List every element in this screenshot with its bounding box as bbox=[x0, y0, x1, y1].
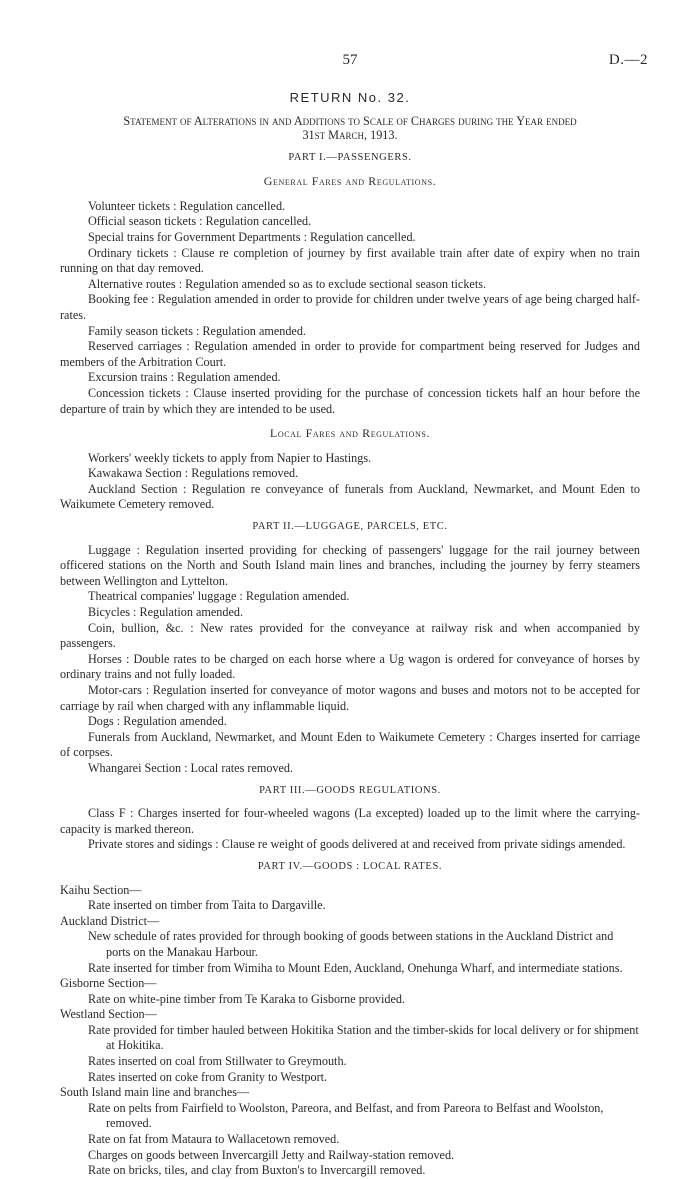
paragraph: Reserved carriages : Regulation amended in order to provide for compartment being reserved for Judges and members of the Arbitration Court. bbox=[60, 339, 640, 369]
document-reference: D.—2 bbox=[608, 52, 648, 68]
paragraph: Family season tickets : Regulation amended. bbox=[88, 323, 306, 338]
return-title: RETURN No. 32. bbox=[289, 90, 411, 105]
section-heading: South Island main line and branches— bbox=[60, 1085, 250, 1100]
statement-line: 31st March, 1913. bbox=[302, 127, 398, 142]
part-2-title: PART II.—LUGGAGE, PARCELS, ETC. bbox=[252, 521, 448, 533]
list-item: Rate inserted for timber from Wimiha to Mount Eden, Auckland, Onehunga Wharf, and intermediate stations. bbox=[88, 960, 623, 975]
paragraph: Bicycles : Regulation amended. bbox=[88, 605, 244, 620]
statement-heading bbox=[60, 114, 640, 142]
general-fares-heading: General Fares and Regulations. bbox=[263, 174, 437, 189]
page-number: 57 bbox=[342, 52, 358, 68]
paragraph: Class F : Charges inserted for four-wheeled wagons (La excepted) loaded up to the limit where the carrying-capacity is marked thereon. bbox=[60, 806, 640, 836]
paragraph: Private stores and sidings : Clause re weight of goods delivered at and received from private sidings amended. bbox=[88, 837, 626, 852]
section-heading: Kaihu Section— bbox=[60, 882, 142, 897]
list-item: Rates inserted on coke from Granity to Westport. bbox=[88, 1069, 328, 1084]
list-item: Rate on fat from Mataura to Wallacetown removed. bbox=[88, 1132, 340, 1147]
paragraph: Special trains for Government Departments : Regulation cancelled. bbox=[88, 229, 416, 244]
paragraph: Official season tickets : Regulation cancelled. bbox=[88, 214, 312, 229]
paragraph: Theatrical companies' luggage : Regulation amended. bbox=[88, 589, 350, 604]
paragraph: Workers' weekly tickets to apply from Napier to Hastings. bbox=[88, 450, 372, 465]
part-3-title: PART III.—GOODS REGULATIONS. bbox=[259, 784, 441, 796]
list-item: Rate on bricks, tiles, and clay from Buxton's to Invercargill removed. bbox=[88, 1163, 426, 1178]
section-heading: Auckland District— bbox=[60, 913, 160, 928]
list-item: New schedule of rates provided for through booking of goods between stations in the Auckland District and ports on the Manakau Harbour. bbox=[88, 929, 614, 959]
section-heading: Westland Section— bbox=[60, 1007, 157, 1022]
paragraph: Kawakawa Section : Regulations removed. bbox=[88, 466, 299, 481]
paragraph: Excursion trains : Regulation amended. bbox=[88, 370, 281, 385]
list-item: Rates inserted on coal from Stillwater to Greymouth. bbox=[88, 1054, 347, 1069]
local-fares-heading: Local Fares and Regulations. bbox=[269, 426, 431, 441]
paragraph: Horses : Double rates to be charged on each horse where a Ug wagon is ordered for conveyance of horses by ordinary trains and not fully loaded. bbox=[60, 651, 640, 682]
list-item: Charges on goods between Invercargill Jetty and Railway-station removed. bbox=[88, 1147, 455, 1162]
paragraph: Luggage : Regulation inserted providing for checking of passengers' luggage for the rail journey between officered stations on the North and South Island main lines and branches, including the journey by ferry steamers between Wellington and Lyttelton. bbox=[60, 542, 640, 588]
document-body bbox=[60, 90, 640, 1179]
paragraph: Funerals from Auckland, Newmarket, and Mount Eden to Waikumete Cemetery : Charges inserted for carriage of corpses. bbox=[60, 729, 640, 760]
paragraph: Volunteer tickets : Regulation cancelled. bbox=[88, 198, 286, 213]
statement-line: Statement of Alterations in and Additions to Scale of Charges during the Year ended bbox=[123, 113, 577, 128]
list-item: Rate on white-pine timber from Te Karaka to Gisborne provided. bbox=[88, 991, 406, 1006]
list-item: Rate on pelts from Fairfield to Woolston, Pareora, and Belfast, and from Pareora to Belfast and Woolston, removed. bbox=[88, 1100, 604, 1131]
list-item: Rate provided for timber hauled between Hokitika Station and the timber-skids for local delivery or for shipment at Hokitika. bbox=[88, 1022, 639, 1053]
paragraph: Motor-cars : Regulation inserted for conveyance of motor wagons and buses and motors not to be accepted for carriage by rail when charged with any inflammable liquid. bbox=[60, 683, 640, 713]
paragraph: Coin, bullion, &c. : New rates provided for the conveyance at railway risk and when accompanied by passengers. bbox=[60, 620, 640, 651]
section-heading: Gisborne Section— bbox=[60, 976, 157, 991]
paragraph: Booking fee : Regulation amended in order to provide for children under twelve years of age being charged half-rates. bbox=[60, 292, 640, 322]
paragraph: Auckland Section : Regulation re conveyance of funerals from Auckland, Newmarket, and Mount Eden to Waikumete Cemetery removed. bbox=[60, 481, 640, 512]
paragraph: Concession tickets : Clause inserted providing for the purchase of concession tickets half an hour before the departure of train by which they are intended to be used. bbox=[60, 385, 640, 416]
paragraph: Whangarei Section : Local rates removed. bbox=[88, 760, 294, 775]
paragraph: Ordinary tickets : Clause re completion of journey by first available train after date of expiry when no train running on that day removed. bbox=[60, 245, 640, 276]
paragraph: Alternative routes : Regulation amended so as to exclude sectional season tickets. bbox=[88, 276, 487, 291]
paragraph: Dogs : Regulation amended. bbox=[88, 714, 227, 729]
part-4-title: PART IV.—GOODS : LOCAL RATES. bbox=[257, 860, 443, 872]
list-item: Rate inserted on timber from Taita to Dargaville. bbox=[88, 898, 326, 913]
part-1-title: PART I.—PASSENGERS. bbox=[288, 151, 412, 163]
